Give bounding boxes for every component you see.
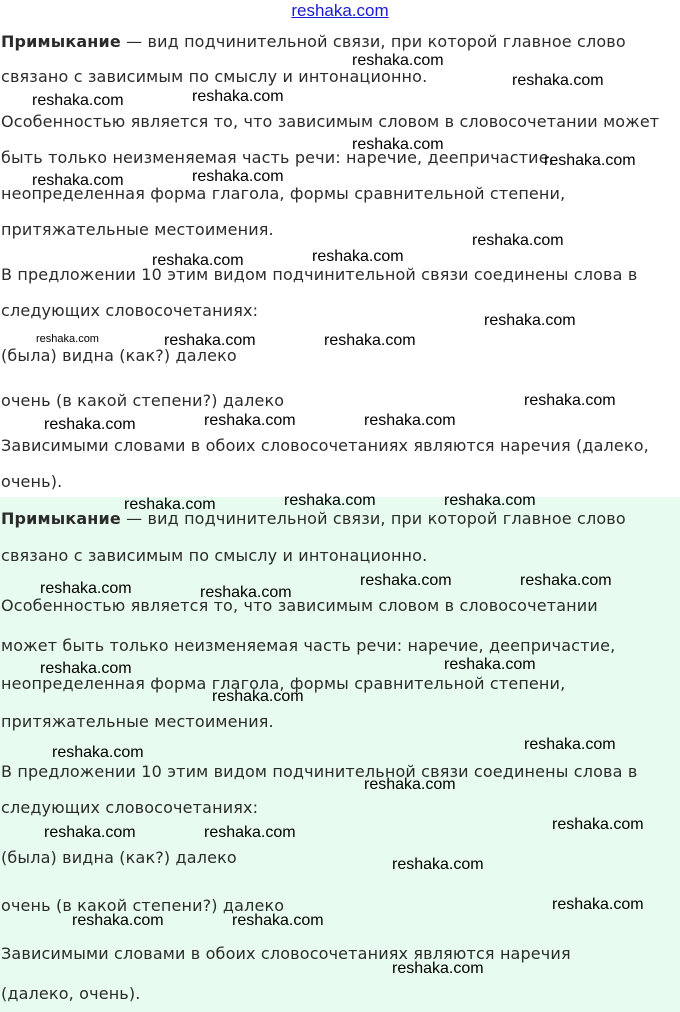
watermark: reshaka.com [352, 136, 444, 153]
watermark: reshaka.com [472, 232, 564, 249]
paragraph-line: Примыкание — вид подчинительной связи, при которой главное слово [1, 32, 626, 51]
paragraph-line: Зависимыми словами в обоих словосочетаниях являются наречия [1, 944, 571, 963]
watermark: reshaka.com [40, 660, 132, 677]
example-phrase: очень (в какой степени?) далеко [1, 896, 285, 915]
paragraph-line: Особенностью является то, что зависимым словом в словосочетании может [1, 112, 660, 131]
paragraph-line: притяжательные местоимения. [1, 220, 274, 239]
paragraph-line: Зависимыми словами в обоих словосочетаниях являются наречия (далеко, [1, 436, 649, 455]
watermark: reshaka.com [44, 824, 136, 841]
watermark: reshaka.com [352, 52, 444, 69]
watermark: reshaka.com [36, 333, 99, 345]
paragraph-line: Особенностью является то, что зависимым словом в словосочетании [1, 596, 598, 615]
paragraph-line: В предложении 10 этим видом подчинительной связи соединены слова в [1, 762, 638, 781]
watermark: reshaka.com [200, 584, 292, 601]
watermark: reshaka.com [392, 856, 484, 873]
watermark: reshaka.com [524, 736, 616, 753]
term-label: Примыкание [1, 509, 121, 528]
watermark: reshaka.com [124, 496, 216, 513]
watermark: reshaka.com [284, 492, 376, 509]
watermark: reshaka.com [360, 572, 452, 589]
site-link[interactable]: reshaka.com [291, 1, 389, 20]
paragraph-line: (далеко, очень). [1, 984, 141, 1003]
watermark: reshaka.com [204, 412, 296, 429]
paragraph-line: В предложении 10 этим видом подчинительной связи соединены слова в [1, 265, 638, 284]
paragraph-line: связано с зависимым по смыслу и интонационно. [1, 67, 428, 86]
watermark: reshaka.com [312, 248, 404, 265]
example-phrase: (была) видна (как?) далеко [1, 346, 237, 365]
watermark: reshaka.com [364, 776, 456, 793]
watermark: reshaka.com [444, 492, 536, 509]
watermark: reshaka.com [544, 152, 636, 169]
watermark: reshaka.com [444, 656, 536, 673]
watermark: reshaka.com [520, 572, 612, 589]
watermark: reshaka.com [524, 392, 616, 409]
watermark: reshaka.com [552, 896, 644, 913]
watermark: reshaka.com [44, 416, 136, 433]
watermark: reshaka.com [392, 960, 484, 977]
watermark: reshaka.com [164, 332, 256, 349]
watermark: reshaka.com [212, 688, 304, 705]
term-label: Примыкание [1, 32, 121, 51]
watermark: reshaka.com [484, 312, 576, 329]
paragraph-line: очень). [1, 472, 63, 491]
paragraph-line: следующих словосочетаниях: [1, 798, 259, 817]
paragraph-line: быть только неизменяемая часть речи: наречие, деепричастие, [1, 148, 554, 167]
example-phrase: (была) видна (как?) далеко [1, 848, 237, 867]
watermark: reshaka.com [232, 912, 324, 929]
paragraph-line: неопределенная форма глагола, формы сравнительной степени, [1, 184, 566, 203]
paragraph-line: может быть только неизменяемая часть речи: наречие, деепричастие, [1, 636, 616, 655]
paragraph-line: притяжательные местоимения. [1, 712, 274, 731]
watermark: reshaka.com [192, 88, 284, 105]
paragraph-line: связано с зависимым по смыслу и интонационно. [1, 546, 428, 565]
watermark: reshaka.com [40, 580, 132, 597]
watermark: reshaka.com [204, 824, 296, 841]
watermark: reshaka.com [552, 816, 644, 833]
watermark: reshaka.com [192, 168, 284, 185]
paragraph-line: следующих словосочетаниях: [1, 301, 259, 320]
watermark: reshaka.com [364, 412, 456, 429]
watermark: reshaka.com [512, 72, 604, 89]
watermark: reshaka.com [152, 252, 244, 269]
watermark: reshaka.com [324, 332, 416, 349]
watermark: reshaka.com [72, 912, 164, 929]
example-phrase: очень (в какой степени?) далеко [1, 391, 285, 410]
watermark: reshaka.com [32, 172, 124, 189]
paragraph-line: неопределенная форма глагола, формы сравнительной степени, [1, 674, 566, 693]
paragraph-line: Примыкание — вид подчинительной связи, при которой главное слово [1, 509, 626, 528]
watermark: reshaka.com [52, 744, 144, 761]
watermark: reshaka.com [32, 92, 124, 109]
